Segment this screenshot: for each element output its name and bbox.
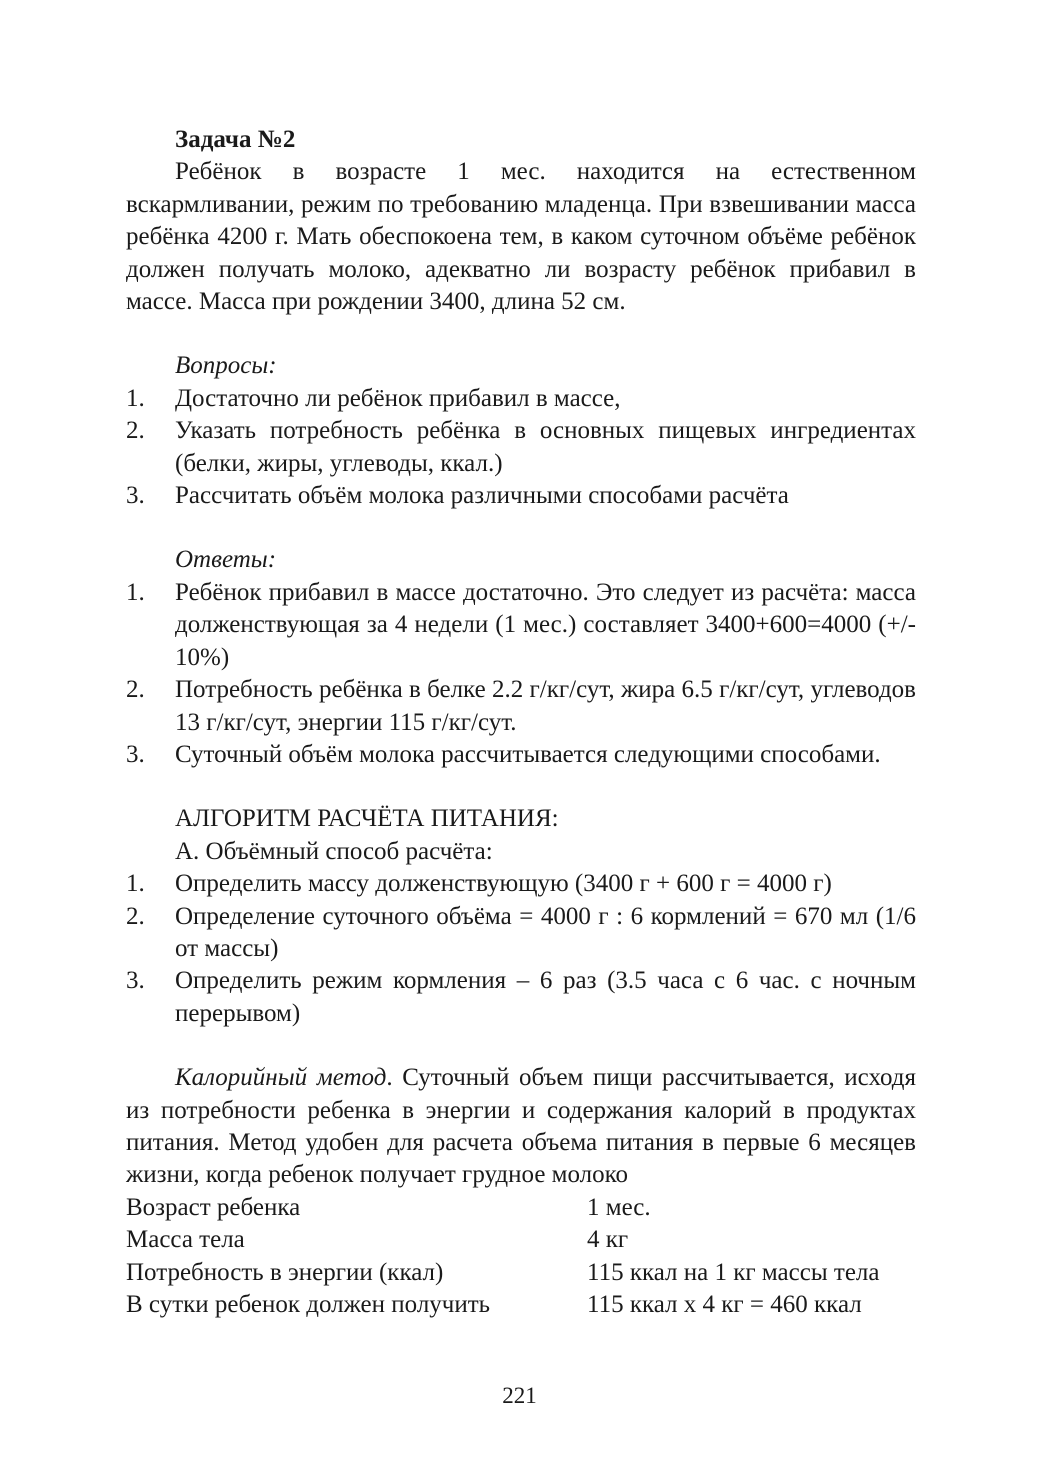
answer-item (126, 739, 916, 771)
answer-text: Ребёнок прибавил в массе достаточно. Это следует из расчёта: масса долженствующая за 4 недели (1 мес.) составляет 3400+600=4000 (+/- 10%) (175, 578, 916, 671)
algorithm-step (126, 965, 916, 1030)
algorithm-step (126, 901, 916, 966)
table-value: 115 ккал х 4 кг = 460 ккал (587, 1291, 862, 1318)
algorithm-subheading: А. Объёмный способ расчёта: (175, 837, 493, 865)
question-item (126, 383, 916, 415)
caloric-method-text: . Суточный объем пищи рассчитывается, исходя из потребности ребенка в энергии и содержания калорий в продуктах питания. Метод удобен для расчета объема питания в первые 6 месяцев жизни, когда ребенок получает грудное молоко (126, 1064, 916, 1189)
step-text: Определить массу долженствующую (3400 г + 600 г = 4000 г) (175, 870, 832, 898)
answer-number: 3. (126, 740, 145, 768)
task-statement: Ребёнок в возрасте 1 мес. находится на естественном вскармливании, режим по требованию младенца. При взвешивании масса ребёнка 4200 г. Мать обеспокоена тем, в каком суточном объёме ребёнок должен получать молоко, адекватно ли возрасту ребёнок прибавил в массе. Масса при рождении 3400, длина 52 см. (126, 158, 916, 316)
question-item (126, 415, 916, 480)
table-label: Возраст ребенка (126, 1193, 301, 1221)
answer-text: Суточный объём молока рассчитывается следующими способами. (175, 740, 881, 768)
question-item (126, 480, 916, 512)
table-label: В сутки ребенок должен получить (126, 1291, 491, 1318)
caloric-method-term: Калорийный метод (175, 1064, 387, 1092)
question-number: 3. (126, 482, 145, 510)
step-number: 3. (126, 967, 145, 995)
task-title: Задача №2 (175, 126, 296, 153)
answer-item (126, 577, 916, 674)
question-number: 1. (126, 384, 145, 412)
table-value: 115 ккал на 1 кг массы тела (587, 1258, 880, 1286)
table-value: 1 мес. (587, 1193, 651, 1221)
question-text: Достаточно ли ребёнок прибавил в массе, (175, 384, 621, 412)
question-number: 2. (126, 417, 145, 445)
question-text: Рассчитать объём молока различными способами расчёта (175, 482, 789, 510)
questions-heading: Вопросы: (175, 352, 277, 380)
table-label: Масса тела (126, 1226, 245, 1254)
page-content (126, 124, 916, 1321)
answers-heading: Ответы: (175, 546, 277, 574)
spacer (126, 512, 916, 544)
caloric-method-paragraph (126, 1062, 916, 1192)
answer-number: 1. (126, 578, 145, 606)
answer-number: 2. (126, 676, 145, 704)
spacer (126, 318, 916, 350)
answers-list (126, 577, 916, 771)
calculation-table (126, 1192, 916, 1322)
questions-list (126, 383, 916, 513)
step-text: Определить режим кормления – 6 раз (3.5 часа с 6 час. с ночным перерывом) (175, 967, 916, 1027)
algorithm-step (126, 868, 916, 900)
table-label: Потребность в энергии (ккал) (126, 1258, 444, 1286)
question-text: Указать потребность ребёнка в основных пищевых ингредиентах (белки, жиры, углеводы, ккал.) (175, 417, 916, 477)
spacer (126, 771, 916, 803)
step-text: Определение суточного объёма = 4000 г : 6 кормлений = 670 мл (1/6 от массы) (175, 902, 916, 962)
algorithm-heading: АЛГОРИТМ РАСЧЁТА ПИТАНИЯ: (175, 805, 559, 833)
spacer (126, 1030, 916, 1062)
algorithm-steps (126, 868, 916, 1030)
table-value: 4 кг (587, 1226, 629, 1254)
step-number: 1. (126, 870, 145, 898)
answer-item (126, 674, 916, 739)
step-number: 2. (126, 902, 145, 930)
answer-text: Потребность ребёнка в белке 2.2 г/кг/сут, жира 6.5 г/кг/сут, углеводов 13 г/кг/сут, энергии 115 г/кг/сут. (175, 676, 916, 736)
page-number: 221 (502, 1383, 537, 1408)
